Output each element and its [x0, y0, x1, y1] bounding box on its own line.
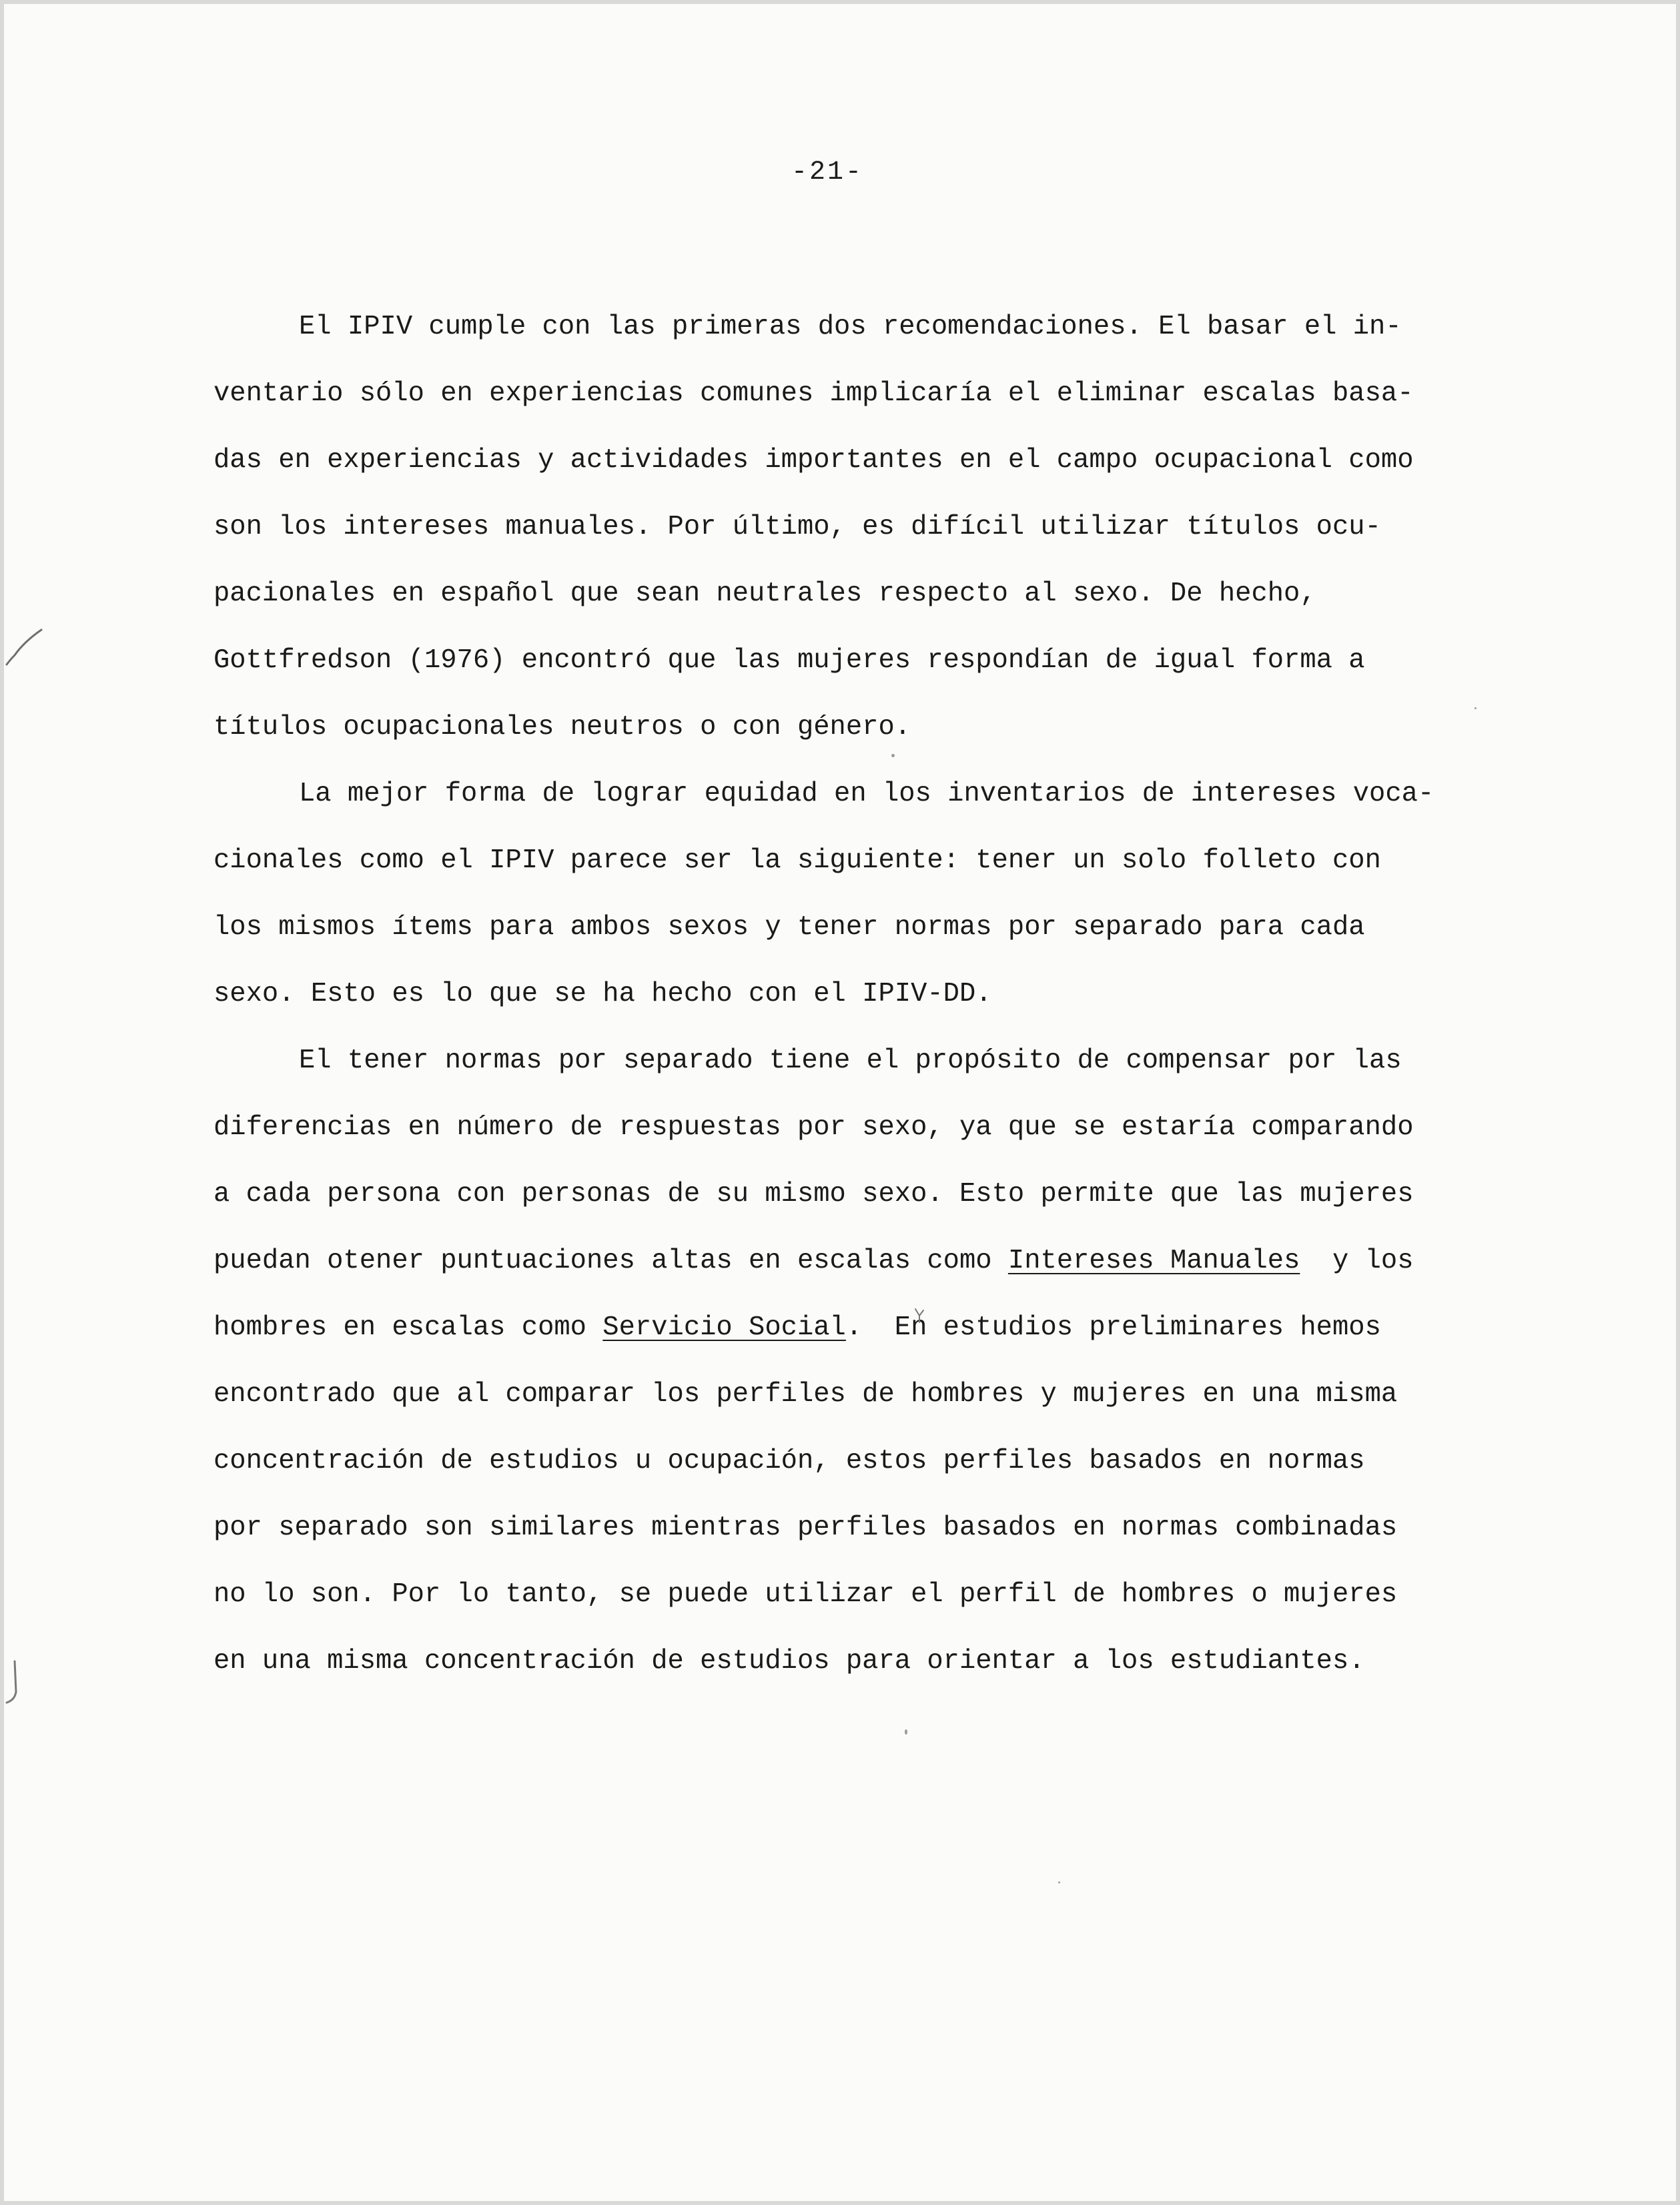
paragraph-line: das en experiencias y actividades importantes en el campo ocupacional como — [214, 445, 1414, 476]
paragraph-3 — [214, 1027, 1481, 1695]
paragraph-2 — [214, 761, 1481, 1027]
paper-speck — [891, 754, 895, 757]
caret-mark-icon — [913, 1308, 926, 1324]
paragraph-line: son los intereses manuales. Por último, es difícil utilizar títulos ocu- — [214, 512, 1381, 542]
page-number: -21- — [791, 157, 863, 187]
underlined-term-servicio-social: Servicio Social — [602, 1312, 846, 1343]
paragraph-line: por separado son similares mientras perfiles basados en normas combinadas — [214, 1512, 1398, 1543]
paragraph-line: El tener normas por separado tiene el propósito de compensar por las — [299, 1045, 1402, 1076]
paragraph-line: Gottfredson (1976) encontró que las mujeres respondían de igual forma a — [214, 645, 1365, 676]
paragraph-line: La mejor forma de lograr equidad en los inventarios de intereses voca- — [299, 779, 1434, 809]
paragraph-line: en una misma concentración de estudios para orientar a los estudiantes. — [214, 1646, 1365, 1677]
paragraph-line — [214, 1294, 1481, 1361]
paragraph-line: títulos ocupacionales neutros o con género. — [214, 712, 911, 743]
paragraph-line: ventario sólo en experiencias comunes implicaría el eliminar escalas basa- — [214, 378, 1414, 409]
margin-pencil-mark-icon — [4, 624, 44, 671]
margin-bracket-mark-icon — [3, 1659, 23, 1705]
paragraph-line: los mismos ítems para ambos sexos y tener normas por separado para cada — [214, 912, 1365, 943]
paragraph-line: encontrado que al comparar los perfiles de hombres y mujeres en una misma — [214, 1379, 1398, 1410]
paragraph-line: diferencias en número de respuestas por sexo, ya que se estaría comparando — [214, 1112, 1414, 1143]
paper-speck — [1475, 707, 1477, 709]
paragraph-line: no lo son. Por lo tanto, se puede utilizar el perfil de hombres o mujeres — [214, 1579, 1398, 1610]
paragraph-line: concentración de estudios u ocupación, estos perfiles basados en normas — [214, 1446, 1365, 1476]
underlined-term-intereses-manuales: Intereses Manuales — [1007, 1246, 1300, 1276]
paper-speck — [1058, 1881, 1060, 1883]
line-text: hombres en escalas como — [214, 1312, 603, 1343]
paragraph-line: pacionales en español que sean neutrales respecto al sexo. De hecho, — [214, 578, 1316, 609]
line-text: y los — [1300, 1246, 1414, 1276]
paragraph-line: El IPIV cumple con las primeras dos recomendaciones. El basar el in- — [299, 312, 1402, 342]
paragraph-line — [214, 1228, 1481, 1294]
line-text: . En estudios preliminares hemos — [845, 1312, 1381, 1343]
paragraph-1 — [214, 294, 1481, 761]
paragraph-line: sexo. Esto es lo que se ha hecho con el IPIV-DD. — [214, 979, 992, 1009]
paper-speck — [905, 1729, 907, 1735]
line-text: puedan otener puntuaciones altas en escalas como — [214, 1246, 1008, 1276]
body-text — [214, 294, 1481, 1695]
paragraph-line: a cada persona con personas de su mismo sexo. Esto permite que las mujeres — [214, 1179, 1414, 1210]
paragraph-line: cionales como el IPIV parece ser la siguiente: tener un solo folleto con — [214, 845, 1381, 876]
